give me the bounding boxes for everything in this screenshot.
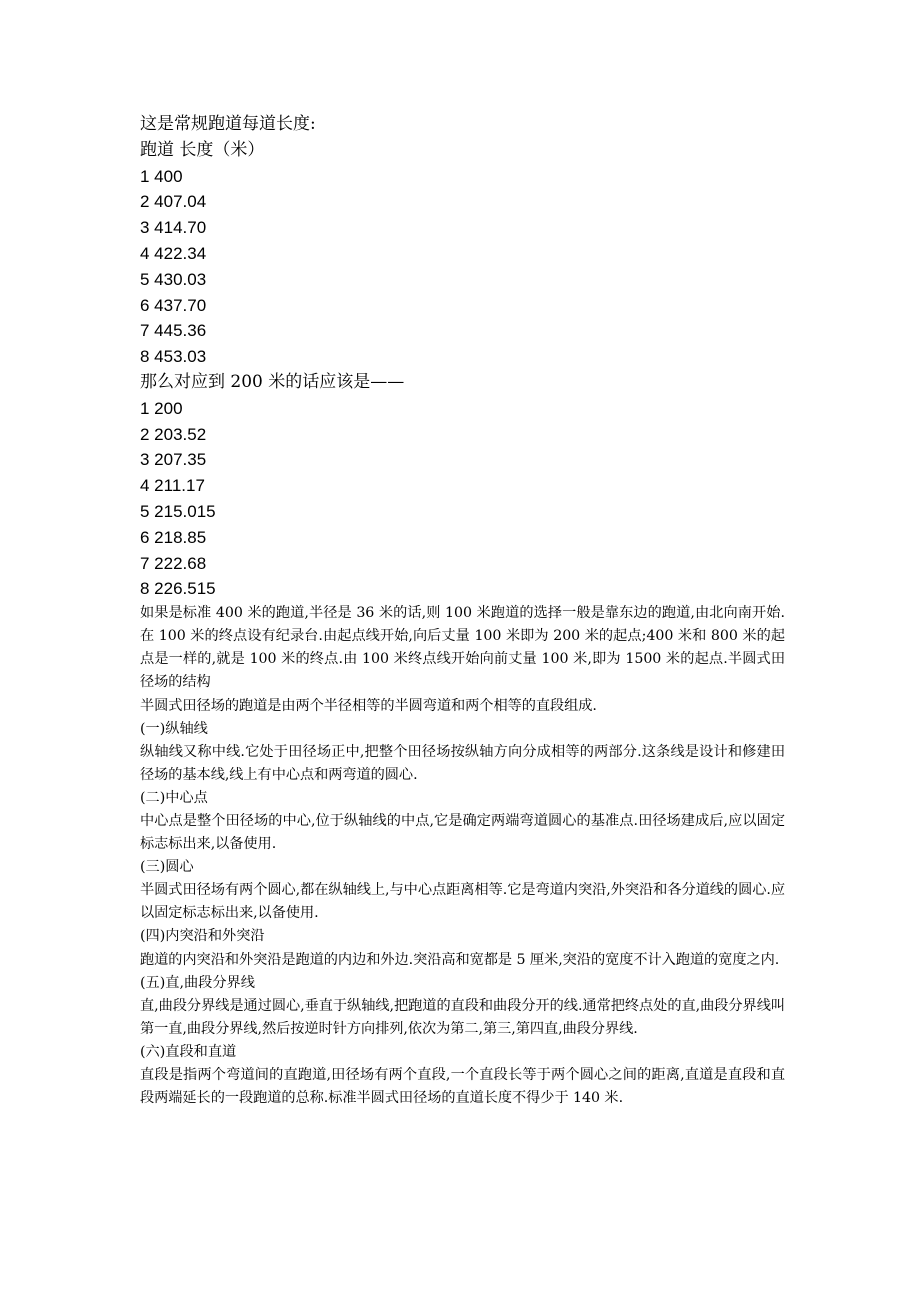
section-heading: (一)纵轴线	[140, 720, 208, 737]
section-circle-center	[140, 856, 785, 925]
table-200-row: 1 200	[140, 398, 183, 418]
table-200-row: 8 226.515	[140, 579, 216, 599]
section-heading: (四)内突沿和外突沿	[140, 928, 265, 945]
section-longitudinal-axis	[140, 718, 785, 787]
table-200-row: 7 222.68	[140, 553, 207, 573]
table-400-row: 3 414.70	[140, 218, 207, 238]
section-heading: (二)中心点	[140, 789, 208, 806]
table-400-row: 2 407.04	[140, 192, 207, 212]
section-inner-outer-curb	[140, 925, 785, 971]
transition-line: 那么对应到 200 米的话应该是——	[140, 371, 405, 392]
section-heading: (三)圆心	[140, 859, 194, 876]
section-body: 中心点是整个田径场的中心,位于纵轴线的中点,它是确定两端弯道圆心的基准点.田径场建成后,应以固定标志标出来,以备使用.	[140, 812, 785, 853]
table-400-row: 4 422.34	[140, 243, 207, 263]
table-200-row: 3 207.35	[140, 450, 207, 470]
section-heading: (六)直段和直道	[140, 1043, 237, 1060]
document-body	[140, 112, 785, 1110]
table-400-header: 跑道 长度（米）	[140, 139, 265, 160]
intro-line: 这是常规跑道每道长度:	[140, 114, 316, 134]
section-straight	[140, 1041, 785, 1110]
table-200-row: 4 211.17	[140, 476, 205, 496]
start-lines-paragraph: 如果是标准 400 米的跑道,半径是 36 米的话,则 100 米跑道的选择一般是靠东边的跑道,由北向南开始.在 100 米的终点设有纪录台.由起点线开始,向后丈量 100 米即为 200 米的起点;400 米和 800 米的起点是一样的,就是 100 米的终点.由 100 米终点线开始向前丈量 100 米,即为 1500 米的起点.半圆式田径场的结构	[140, 605, 785, 691]
table-400-row: 5 430.03	[140, 269, 207, 289]
section-heading: (五)直,曲段分界线	[140, 974, 255, 991]
table-400-row: 1 400	[140, 166, 183, 186]
section-body: 跑道的内突沿和外突沿是跑道的内边和外边.突沿高和宽都是 5 厘米,突沿的宽度不计入跑道的宽度之内.	[140, 951, 780, 968]
section-center-point	[140, 787, 785, 856]
table-400-row: 6 437.70	[140, 295, 207, 315]
section-body: 直,曲段分界线是通过圆心,垂直于纵轴线,把跑道的直段和曲段分开的线.通常把终点处的直,曲段分界线叫第一直,曲段分界线,然后按逆时针方向排列,依次为第二,第三,第四直,曲段分界线.	[140, 997, 785, 1037]
table-200-row: 5 215.015	[140, 501, 216, 521]
table-400-row: 8 453.03	[140, 347, 207, 367]
table-200-row: 6 218.85	[140, 527, 207, 547]
table-400-rows	[140, 164, 785, 370]
section-body: 纵轴线又称中线.它处于田径场正中,把整个田径场按纵轴方向分成相等的两部分.这条线是设计和修建田径场的基本线,线上有中心点和两弯道的圆心.	[140, 743, 785, 783]
section-boundary-line	[140, 972, 785, 1041]
section-body: 直段是指两个弯道间的直跑道,田径场有两个直段,一个直段长等于两个圆心之间的距离,直道是直段和直段两端延长的一段跑道的总称.标准半圆式田径场的直道长度不得少于 140 米.	[140, 1067, 785, 1107]
table-200-rows	[140, 396, 785, 602]
structure-paragraph: 半圆式田径场的跑道是由两个半径相等的半圆弯道和两个相等的直段组成.	[140, 697, 597, 714]
table-400-row: 7 445.36	[140, 321, 207, 341]
section-body: 半圆式田径场有两个圆心,都在纵轴线上,与中心点距离相等.它是弯道内突沿,外突沿和各分道线的圆心.应以固定标志标出来,以备使用.	[140, 882, 785, 922]
table-200-row: 2 203.52	[140, 424, 207, 444]
